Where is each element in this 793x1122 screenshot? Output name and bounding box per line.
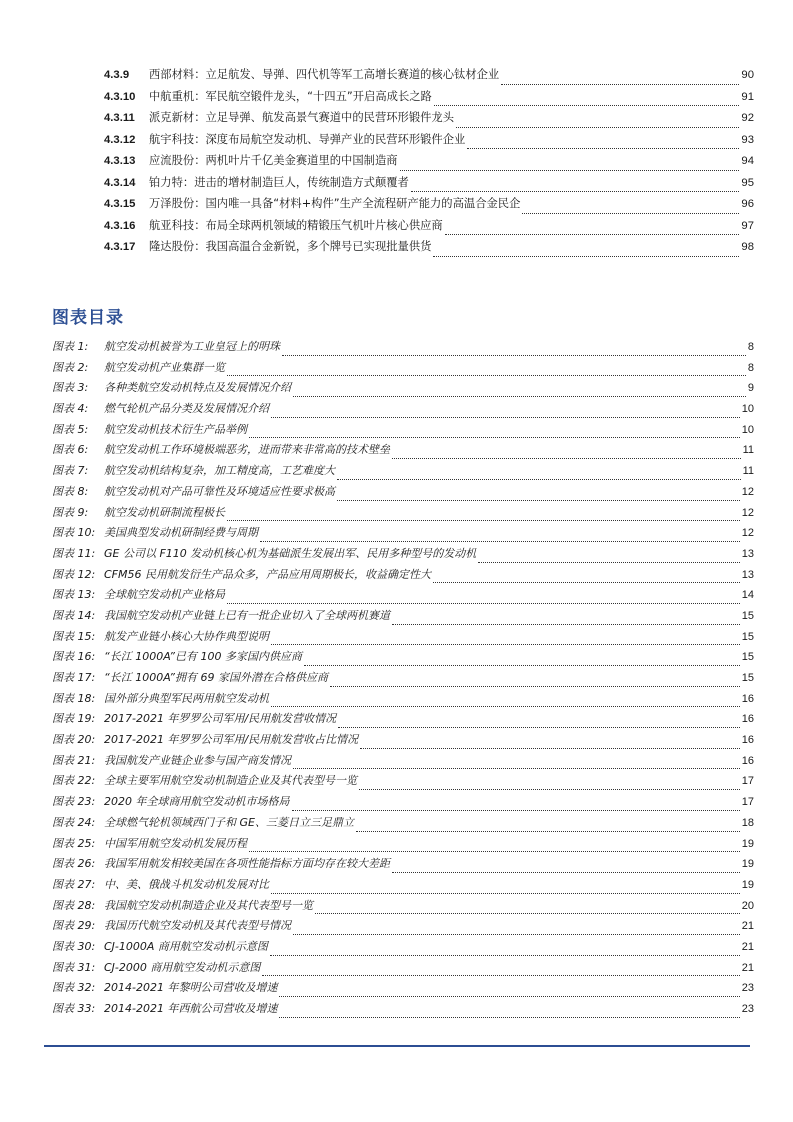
- figure-entry-title: 2020 年全球商用航空发动机市场格局: [104, 795, 290, 809]
- figure-entry[interactable]: [52, 441, 754, 462]
- figure-entry-page: 19: [741, 837, 754, 850]
- figure-entry-label: 图表 1:: [52, 340, 89, 353]
- figure-entry-title: 中国军用航空发动机发展历程: [104, 836, 247, 850]
- figure-entry[interactable]: [52, 669, 754, 690]
- toc-entry-title: 派克新材：立足导弹、航发高景气赛道中的民营环形锻件龙头: [149, 111, 455, 124]
- figure-entry-label: 图表 22:: [52, 774, 96, 788]
- figure-entry-title: 航空发动机被誉为工业皇冠上的明珠: [104, 340, 280, 353]
- figure-entry-page: 17: [741, 775, 754, 788]
- leader-dots: [304, 664, 740, 666]
- leader-dots: [434, 104, 740, 106]
- leader-dots: [293, 767, 740, 769]
- figure-entry[interactable]: [52, 566, 754, 587]
- toc-entry-number: 4.3.12: [104, 133, 136, 146]
- toc-entry-title: 隆达股份：我国高温合金新锐，多个牌号已实现批量供货: [149, 240, 432, 253]
- figure-entry-title: 我国航空发动机产业链上已有一批企业切入了全球两机赛道: [104, 608, 390, 622]
- figure-entry[interactable]: [52, 710, 754, 731]
- figure-entry-page: 15: [741, 609, 754, 622]
- figure-entry-label: 图表 8:: [52, 484, 89, 498]
- figure-entry-page: 19: [741, 858, 754, 871]
- figure-entry-title: CJ-2000 商用航空发动机示意图: [104, 960, 261, 974]
- toc-entry-page: 96: [741, 198, 754, 210]
- figure-entry[interactable]: [52, 752, 754, 773]
- figure-entry-label: 图表 30:: [52, 939, 96, 953]
- toc-entry[interactable]: [104, 88, 754, 110]
- figure-entry[interactable]: [52, 938, 754, 959]
- leader-dots: [270, 954, 740, 956]
- figure-entry-page: 16: [741, 692, 754, 705]
- figure-entry[interactable]: [52, 648, 754, 669]
- figure-entry-label: 图表 12:: [52, 567, 96, 581]
- figure-entry[interactable]: [52, 607, 754, 628]
- figure-entry-title: GE 公司以 F110 发动机核心机为基础派生发展出军、民用多种型号的发动机: [104, 546, 477, 560]
- leader-dots: [356, 830, 740, 832]
- toc-list: [104, 66, 754, 260]
- figure-entry-label: 图表 11:: [52, 546, 96, 560]
- figure-entry-label: 图表 28:: [52, 898, 96, 912]
- leader-dots: [445, 233, 740, 235]
- figure-entry-title: CJ-1000A 商用航空发动机示意图: [104, 939, 268, 953]
- figure-entry-label: 图表 29:: [52, 919, 96, 933]
- figure-entry-label: 图表 3:: [52, 381, 89, 395]
- toc-entry-title: 万泽股份：国内唯一具备“材料+构件”生产全流程研产能力的高温合金民企: [149, 197, 521, 210]
- figure-entry[interactable]: [52, 586, 754, 607]
- figure-entry-page: 8: [747, 361, 754, 374]
- toc-entry-page: 95: [741, 176, 754, 189]
- figure-entry-label: 图表 33:: [52, 1002, 96, 1015]
- figure-entry-page: 18: [741, 816, 754, 829]
- toc-entry-title: 应流股份：两机叶片千亿美金赛道里的中国制造商: [149, 154, 398, 167]
- figure-entry-page: 21: [741, 961, 754, 974]
- figure-entry-label: 图表 15:: [52, 629, 96, 643]
- figure-entry-label: 图表 17:: [52, 671, 96, 684]
- leader-dots: [360, 747, 740, 749]
- figure-entry-title: 中、美、俄战斗机发动机发展对比: [104, 877, 269, 891]
- figure-entry-title: 2017-2021 年罗罗公司军用/民用航发营收占比情况: [104, 733, 359, 747]
- figure-entry-title: 航空发动机技术衍生产品举例: [104, 422, 247, 436]
- leader-dots: [392, 623, 740, 625]
- figure-entry-page: 11: [742, 444, 754, 457]
- figure-entry-page: 13: [741, 568, 754, 581]
- figure-entry-title: “长江 1000A”已有 100 多家国内供应商: [104, 650, 302, 664]
- leader-dots: [293, 395, 746, 397]
- figure-entry-page: 16: [741, 713, 754, 726]
- figure-entry-title: 我国军用航发相较美国在各项性能指标方面均存在较大差距: [104, 857, 390, 871]
- figure-entry-page: 10: [741, 403, 754, 416]
- leader-dots: [249, 436, 740, 438]
- toc-entry-number: 4.3.10: [104, 90, 136, 103]
- toc-entry-number: 4.3.16: [104, 219, 136, 232]
- toc-entry-page: 98: [741, 241, 754, 253]
- toc-entry[interactable]: [104, 238, 754, 260]
- figure-entry[interactable]: [52, 793, 754, 814]
- figure-entry-page: 15: [741, 651, 754, 664]
- figure-entry-title: 航空发动机研制流程极长: [104, 505, 225, 519]
- leader-dots: [260, 540, 740, 542]
- figure-entry[interactable]: [52, 338, 754, 359]
- leader-dots: [501, 83, 739, 85]
- toc-entry-title: 西部材料：立足航发、导弹、四代机等军工高增长赛道的核心钛材企业: [149, 68, 500, 81]
- figure-entry[interactable]: [52, 400, 754, 421]
- figure-entry[interactable]: [52, 959, 754, 980]
- toc-entry[interactable]: [104, 217, 754, 239]
- toc-entry-page: 92: [741, 112, 754, 124]
- leader-dots: [337, 499, 740, 501]
- toc-entry-number: 4.3.15: [104, 198, 136, 210]
- figure-entry-title: 国外部分典型军民两用航空发动机: [104, 691, 269, 705]
- leader-dots: [338, 726, 740, 728]
- figure-entry[interactable]: [52, 835, 754, 856]
- leader-dots: [292, 809, 740, 811]
- figure-entry[interactable]: [52, 814, 754, 835]
- figure-entry-page: 9: [747, 382, 754, 395]
- figure-entry-label: 图表 14:: [52, 608, 96, 622]
- figure-entry[interactable]: [52, 1000, 754, 1021]
- figure-entry[interactable]: [52, 855, 754, 876]
- figure-entry[interactable]: [52, 979, 754, 1000]
- figure-entry[interactable]: [52, 545, 754, 566]
- figure-entry-title: 航空发动机对产品可靠性及环境适应性要求极高: [104, 484, 335, 498]
- figure-entry-title: “长江 1000A”拥有 69 家国外潜在合格供应商: [104, 671, 328, 684]
- figure-entry[interactable]: [52, 504, 754, 525]
- toc-entry-page: 93: [741, 133, 754, 146]
- figure-entry-page: 14: [741, 589, 754, 602]
- toc-entry-page: 91: [741, 90, 754, 103]
- leader-dots: [279, 995, 739, 997]
- figure-entry[interactable]: [52, 628, 754, 649]
- figure-entry-title: 航空发动机产业集群一览: [104, 360, 225, 374]
- toc-entry-number: 4.3.9: [104, 69, 130, 81]
- leader-dots: [271, 705, 740, 707]
- figure-entry-page: 19: [741, 878, 754, 891]
- figure-entry-page: 21: [741, 940, 754, 953]
- figure-entry-page: 13: [741, 547, 754, 560]
- leader-dots: [293, 933, 740, 935]
- figure-entry-title: 2014-2021 年黎明公司营收及增速: [104, 981, 278, 995]
- figure-entry[interactable]: [52, 690, 754, 711]
- figure-entry-title: 我国历代航空发动机及其代表型号情况: [104, 919, 291, 933]
- leader-dots: [467, 147, 739, 149]
- figure-entry[interactable]: [52, 421, 754, 442]
- figure-entry-title: 我国航空发动机制造企业及其代表型号一览: [104, 898, 313, 912]
- figure-entry-page: 23: [741, 982, 754, 995]
- figure-entry-label: 图表 25:: [52, 836, 96, 850]
- toc-entry[interactable]: [104, 152, 754, 174]
- figure-entry[interactable]: [52, 524, 754, 545]
- figure-entry-page: 15: [741, 630, 754, 643]
- leader-dots: [315, 912, 740, 914]
- figure-entry-page: 11: [742, 465, 754, 478]
- figure-entry-title: CFM56 民用航发衍生产品众多，产品应用周期极长，收益确定性大: [104, 567, 431, 581]
- toc-entry-page: 97: [741, 219, 754, 232]
- figure-entry-label: 图表 19:: [52, 712, 96, 726]
- toc-entry[interactable]: [104, 174, 754, 196]
- leader-dots: [262, 974, 739, 976]
- leader-dots: [249, 850, 740, 852]
- figure-entry-title: 全球航空发动机产业格局: [104, 588, 225, 602]
- figure-entry-page: 16: [741, 734, 754, 747]
- leader-dots: [392, 871, 740, 873]
- figure-entry-title: 各种类航空发动机特点及发展情况介绍: [104, 381, 291, 395]
- figure-entry[interactable]: [52, 483, 754, 504]
- figure-entry-title: 航空发动机工作环境极端恶劣，进而带来非常高的技术壁垒: [104, 443, 390, 457]
- figure-entry[interactable]: [52, 917, 754, 938]
- figure-entry-label: 图表 26:: [52, 857, 96, 871]
- figure-entry-title: 2014-2021 年西航公司营收及增速: [104, 1002, 278, 1015]
- leader-dots: [227, 374, 746, 376]
- toc-entry-page: 90: [741, 69, 754, 81]
- toc-entry-title: 中航重机：军民航空锻件龙头，“十四五”开启高成长之路: [149, 89, 432, 103]
- figure-list: [52, 338, 754, 1021]
- list-of-figures-title: 图表目录: [52, 308, 124, 328]
- figure-entry-label: 图表 2:: [52, 360, 89, 374]
- leader-dots: [433, 581, 740, 583]
- figure-entry-title: 全球主要军用航空发动机制造企业及其代表型号一览: [104, 774, 357, 788]
- figure-entry-title: 美国典型发动机研制经费与周期: [104, 526, 258, 540]
- leader-dots: [478, 561, 739, 563]
- toc-entry[interactable]: [104, 66, 754, 88]
- toc-entry-number: 4.3.14: [104, 176, 136, 189]
- leader-dots: [271, 416, 740, 418]
- figure-entry-label: 图表 4:: [52, 402, 89, 416]
- figure-entry-page: 23: [741, 1003, 754, 1015]
- figure-entry-label: 图表 24:: [52, 815, 96, 829]
- figure-entry-title: 2017-2021 年罗罗公司军用/民用航发营收情况: [104, 712, 337, 726]
- figure-entry-title: 我国航发产业链企业参与国产商发情况: [104, 753, 291, 767]
- figure-entry-label: 图表 18:: [52, 691, 96, 705]
- figure-entry-title: 燃气轮机产品分类及发展情况介绍: [104, 402, 269, 416]
- figure-entry-label: 图表 13:: [52, 588, 96, 602]
- figure-entry[interactable]: [52, 731, 754, 752]
- toc-entry[interactable]: [104, 195, 754, 217]
- leader-dots: [433, 255, 739, 257]
- leader-dots: [330, 685, 740, 687]
- figure-entry-label: 图表 10:: [52, 526, 96, 540]
- figure-entry[interactable]: [52, 876, 754, 897]
- figure-entry-title: 航空发动机结构复杂，加工精度高，工艺难度大: [104, 464, 335, 478]
- leader-dots: [400, 169, 740, 171]
- leader-dots: [279, 1016, 739, 1018]
- figure-entry-label: 图表 6:: [52, 443, 89, 457]
- figure-entry[interactable]: [52, 379, 754, 400]
- toc-entry-number: 4.3.17: [104, 241, 136, 253]
- figure-entry-label: 图表 20:: [52, 733, 96, 747]
- toc-entry-title: 航宇科技：深度布局航空发动机、导弹产业的民营环形锻件企业: [149, 132, 466, 146]
- figure-entry-label: 图表 21:: [52, 753, 96, 767]
- leader-dots: [456, 126, 739, 128]
- figure-entry-page: 15: [741, 672, 754, 684]
- leader-dots: [227, 519, 740, 521]
- toc-entry[interactable]: [104, 131, 754, 153]
- figure-entry-label: 图表 5:: [52, 422, 89, 436]
- toc-entry[interactable]: [104, 109, 754, 131]
- figure-entry[interactable]: [52, 772, 754, 793]
- figure-entry-page: 12: [741, 485, 754, 498]
- leader-dots: [522, 212, 739, 214]
- leader-dots: [271, 643, 740, 645]
- figure-entry-label: 图表 27:: [52, 877, 96, 891]
- figure-entry-label: 图表 32:: [52, 981, 96, 995]
- toc-entry-number: 4.3.13: [104, 155, 136, 167]
- figure-entry-page: 17: [741, 796, 754, 809]
- figure-entry-label: 图表 9:: [52, 505, 89, 519]
- footer-divider: [44, 1045, 750, 1047]
- figure-entry-page: 10: [741, 423, 754, 436]
- figure-entry[interactable]: [52, 359, 754, 380]
- figure-entry-page: 16: [741, 754, 754, 767]
- figure-entry-page: 21: [741, 920, 754, 933]
- leader-dots: [282, 354, 746, 356]
- toc-entry-title: 航亚科技：布局全球两机领域的精锻压气机叶片核心供应商: [149, 218, 443, 232]
- figure-entry-page: 12: [741, 527, 754, 540]
- figure-entry-label: 图表 23:: [52, 795, 96, 809]
- figure-entry[interactable]: [52, 897, 754, 918]
- toc-entry-title: 铂力特：进击的增材制造巨人，传统制造方式颠覆者: [149, 175, 409, 189]
- toc-entry-page: 94: [741, 155, 754, 167]
- figure-entry-label: 图表 7:: [52, 464, 89, 478]
- figure-entry-page: 20: [741, 899, 754, 912]
- leader-dots: [392, 457, 741, 459]
- leader-dots: [411, 190, 740, 192]
- leader-dots: [337, 478, 741, 480]
- leader-dots: [227, 602, 740, 604]
- figure-entry-title: 航发产业链小核心大协作典型说明: [104, 629, 269, 643]
- figure-entry-label: 图表 31:: [52, 960, 96, 974]
- figure-entry[interactable]: [52, 462, 754, 483]
- figure-entry-label: 图表 16:: [52, 650, 96, 664]
- figure-entry-page: 12: [741, 506, 754, 519]
- toc-entry-number: 4.3.11: [104, 112, 135, 124]
- leader-dots: [359, 788, 740, 790]
- figure-entry-title: 全球燃气轮机领域西门子和 GE、三菱日立三足鼎立: [104, 815, 354, 829]
- figure-entry-page: 8: [747, 341, 754, 353]
- leader-dots: [271, 892, 740, 894]
